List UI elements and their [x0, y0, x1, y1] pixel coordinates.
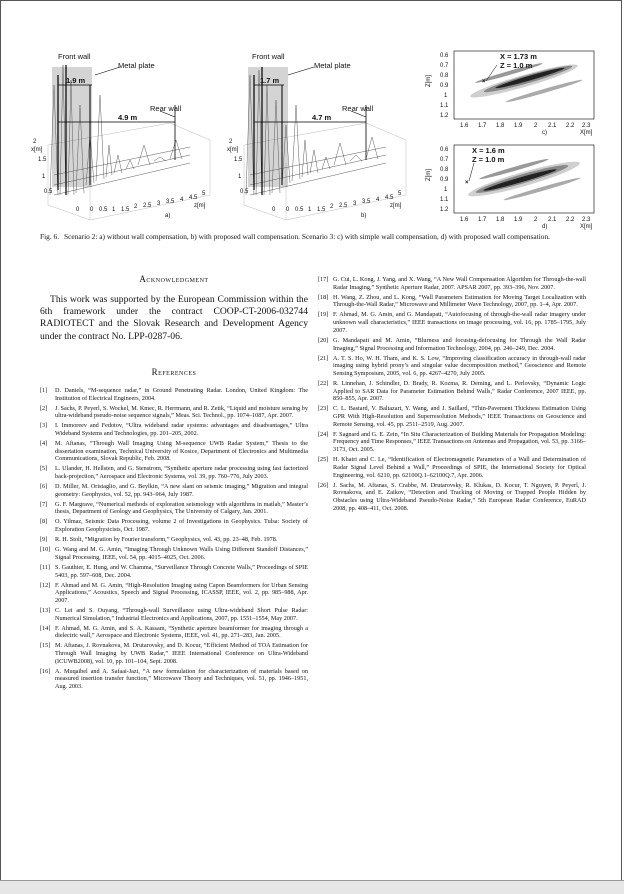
ztick: 4.5	[385, 195, 394, 201]
z-axis-label: z[m]	[390, 203, 402, 209]
ack-heading: Acknowledgment	[139, 274, 209, 284]
reference-number: [17]	[318, 276, 329, 283]
xtick: 0.5	[44, 189, 53, 195]
reference-number: [19]	[318, 311, 329, 319]
ztick: 1	[308, 207, 312, 213]
reference-item	[318, 276, 586, 291]
ztick: 0.5	[99, 207, 108, 213]
ytick: 0.7	[440, 63, 449, 69]
reference-item	[40, 483, 308, 498]
xtick: 1.9	[514, 217, 523, 223]
panel-c-sub: c)	[542, 130, 547, 136]
xtick: 1.6	[460, 123, 469, 129]
xtick: 1	[42, 174, 46, 180]
panel-c-yticks	[440, 53, 449, 119]
reference-item	[40, 518, 308, 533]
reference-number: [22]	[318, 379, 329, 387]
reference-text: A. Muqaibel and A. Safaai-Jazi, “A new formulation for characterization of materials based on measured insertion transfer function,” Microwave Theory and Techniques, vol. 51, pp. 1946–1951, Aug. 2003.	[55, 667, 308, 691]
xtick: 1.9	[514, 123, 523, 129]
reference-text: D. Miller, M. Oristaglio, and G. Beylkin, “A new slant on seismic imaging,” Migration and integral geometry: Geophysics, vol. 52, pp. 943–964, July 1987.	[55, 483, 308, 498]
ztick: 3.5	[362, 199, 371, 205]
reference-text: J. Sachs, P. Peyerl, S. Wockel, M. Kmec, R. Herrmann, and R. Zetik, “Liquid and moisture sensing by ultra-wideband pseudo-noise sequence signals,” Meas. Sci. Technol., pp. 1074–1087, Apr. 2007.	[55, 404, 308, 420]
caption-label: Fig. 6.	[40, 232, 60, 241]
rear-wall-label: Rear wall	[150, 104, 182, 113]
ytick: 1.2	[440, 207, 449, 213]
ytick: 0.9	[440, 83, 449, 89]
ytick: 0.9	[440, 177, 449, 183]
xtick: 1.5	[234, 157, 243, 163]
ztick: 1.5	[317, 207, 326, 213]
reference-item	[40, 564, 308, 579]
panel-b	[226, 45, 416, 223]
reference-item	[318, 431, 586, 454]
reference-text: F. Sagnard and G. E. Zein, “In Situ Characterization of Building Materials for Propagation Modeling: Frequency and Time Responses,” IEEE Transactions on Antennas and Propagation, vol. 53, pp. 3166–3173, Oct. 2005.	[333, 430, 586, 454]
xtick: 2	[534, 123, 538, 129]
xtick: 0.5	[240, 189, 249, 195]
ztick: 2	[134, 204, 138, 210]
reference-text: R. Linnehan, J. Schindler, D. Brady, R. Kozma, R. Deming, and L. Perlovsky, “Dynamic Logic Applied to SAR Data for Parameter Estimation Behind Walls,” Radar Conference, 2007 IEEE, pp. 850–855, Apr. 2007.	[333, 379, 586, 403]
z-value-label: Z = 1.0 m	[500, 61, 533, 70]
reference-text: A. T. S. Ho, W. H. Tham, and K. S. Low, “Improving classification accuracy in through-wall radar imaging using hybrid prony’s and singular value decomposition method,” Geoscience and Remote Sensing Symposium, 2005, vol. 6, pp. 4267–4270, July 2005.	[333, 354, 586, 377]
ztick: 4.5	[189, 195, 198, 201]
ztick: 5	[202, 191, 206, 197]
reference-text: M. Aftanas, “Through Wall Imaging Using M-sequence UWB Radar System,” Thesis to the dissertation examination, Technical University of Kosice, Department of Electronics and Multimedia Communications, Slovak Republic, Feb. 2008.	[55, 439, 308, 463]
xtick: 2	[33, 139, 37, 145]
xtick: 0	[76, 207, 80, 213]
metal-plate-label: Metal plate	[118, 61, 155, 70]
panel-d-sub: d)	[542, 224, 548, 230]
reference-item	[40, 582, 308, 605]
xtick: 2.3	[582, 123, 591, 129]
reference-number: [26]	[318, 481, 329, 489]
reference-number: [3]	[40, 422, 48, 430]
reference-text: G. Mandapati and M. Amin, “Blurness and focusing-defocusing for Through the Wall Radar Imaging,” Signal Processing and Information Technology, 2004, pp. 246–249, Dec. 2004.	[333, 336, 586, 352]
reference-text: G. F. Margrave, “Numerical methods of exploration seismology with algorithms in matlab,” Master’s thesis, Department of Geology and Geophysics, The University of Calgary, Jan. 2001.	[55, 500, 308, 516]
ytick: 1.2	[440, 113, 449, 119]
reference-number: [21]	[318, 354, 329, 362]
reference-number: [12]	[40, 581, 51, 589]
front-dim-label: 1.7 m	[260, 76, 280, 85]
target-marker: ×	[482, 79, 486, 85]
xtick: 1.7	[478, 123, 487, 129]
reference-text: L. Ulander, H. Hellsten, and G. Stenstrom, “Synthetic aperture radar processing using fast factorized back-projection,” Aerospace and Electronic Systems, vol. 39, pp. 760–776, July 2003.	[55, 465, 308, 481]
reference-number: [9]	[40, 536, 48, 544]
xtick: 0	[272, 207, 276, 213]
xtick: 2.1	[548, 123, 557, 129]
reference-number: [24]	[318, 430, 329, 438]
references-list-right	[318, 276, 586, 512]
xtick: 2.3	[582, 217, 591, 223]
ztick: 4	[180, 197, 184, 203]
reference-item	[318, 456, 586, 479]
panel-b-sub: b)	[361, 213, 367, 219]
reference-item	[40, 642, 308, 665]
reference-item	[40, 607, 308, 622]
ytick: 1	[444, 187, 448, 193]
xtick: 2.2	[566, 217, 575, 223]
reference-number: [14]	[40, 624, 51, 632]
reference-text: S. Gauthier, E. Hung, and W. Chamma, “Surveillance Through Concrete Walls,” Proceedings of SPIE 5403, pp. 597–608, Dec. 2004.	[55, 563, 308, 579]
reference-number: [18]	[318, 293, 329, 301]
reference-item	[40, 440, 308, 463]
reference-number: [6]	[40, 483, 48, 491]
ytick: 0.7	[440, 157, 449, 163]
reference-item	[40, 422, 308, 437]
reference-number: [8]	[40, 518, 48, 526]
reference-number: [2]	[40, 404, 48, 412]
caption-text: Scenario 2: a) without wall compensation, b) with proposed wall compensation. Scenario 3: c) with simple wall compensation, d) with proposed wall compensation.	[63, 232, 551, 241]
front-dim-label: 1.9 m	[66, 76, 86, 85]
reference-item	[40, 465, 308, 480]
front-wall-label: Front wall	[252, 52, 285, 61]
xtick: 2.2	[566, 123, 575, 129]
ztick: 0.5	[295, 207, 304, 213]
reference-text: F. Ahmad, M. G. Amin, and G. Mandapati, “Autofocusing of through-the-wall radar imagery under unknown wall characteristics,” IEEE transactions on image processing, vol. 16, pp. 1785–1795, July 2007.	[333, 311, 586, 334]
panel-a-sub: a)	[165, 213, 171, 219]
xtick: 1.6	[460, 217, 469, 223]
x-axis-label: x[m]	[227, 147, 239, 153]
panel-a	[30, 45, 220, 223]
ztick: 0	[90, 207, 94, 213]
z-value-label: Z = 1.0 m	[472, 155, 505, 164]
reference-text: I. Immoreev and Fedotov, “Ultra wideband radar systems: advantages and disadvantages,” Ultra Wideband Systems and Technologies, pp. 201–205, 2002.	[55, 422, 308, 437]
panel-c-xticks	[460, 123, 591, 129]
xtick: 1.8	[496, 217, 505, 223]
ytick: 0.8	[440, 167, 449, 173]
reference-item	[318, 482, 586, 513]
panel-d-xticks	[460, 217, 591, 223]
reference-text: R. H. Stolt, “Migration by Fourier transform,” Geophysics, vol. 43, pp. 23–48, Feb. 1978.	[55, 536, 278, 544]
panel-d-yticks	[440, 147, 449, 213]
reference-number: [4]	[40, 439, 48, 447]
y-axis-label: Z[m]	[426, 75, 432, 87]
ztick: 3	[157, 201, 161, 207]
z-axis-label: z[m]	[194, 203, 206, 209]
ztick: 0	[286, 207, 290, 213]
references-heading: References	[151, 366, 197, 377]
ztick: 3	[353, 201, 357, 207]
reference-number: [25]	[318, 456, 329, 464]
reference-text: C. L. Bastard, V. Baltazart, Y. Wang, and J. Saillard, “Thin-Pavement Thickness Estimation Using GPR With High-Resolution and Superresolution Methods,” IEEE Transactions on Geoscience and Remote Sensing, vol. 45, pp. 2511–2519, Aug. 2007.	[333, 405, 586, 428]
figure-6	[30, 45, 600, 230]
reference-item	[40, 536, 308, 544]
ztick: 4	[376, 197, 380, 203]
reference-text: G. Cui, L. Kong, J. Yang, and X. Wang, “A New Wall Compensation Algorithm for Through-the-wall Radar Imaging,” Synthetic Aperture Radar, 2007. APSAR 2007, pp. 393–396, Nov. 2007.	[333, 276, 586, 291]
xtick: 1.8	[496, 123, 505, 129]
reference-item	[40, 546, 308, 561]
reference-item	[40, 501, 308, 516]
reference-number: [7]	[40, 500, 48, 508]
reference-item	[40, 625, 308, 640]
xtick: 1	[238, 174, 242, 180]
xtick: 1.7	[478, 217, 487, 223]
panel-d	[424, 141, 600, 231]
reference-text: M. Aftanas, J. Rovnakova, M. Drutarovsky, and D. Kocur, “Efficient Method of TOA Estimation for Through Wall Imaging by UWB Radar,” IEEE International Conference on Ultra-Wideband (ICUWB2008), vol. 10, pp. 101–104, Sept. 2008.	[55, 642, 308, 665]
xtick: 2	[229, 139, 233, 145]
reference-text: H. Khatri and C. Le, “Identification of Electromagnetic Parameters of a Wall and Determination of Radar Signal Level Behind a Wall,” Proceedings of SPIE, the International Society for Optical Engineering, vol. 6210, pp. 62100Q.1–62100Q.7, Apr. 2006.	[333, 456, 586, 479]
references-list-left	[40, 387, 308, 691]
ztick: 1.5	[121, 207, 130, 213]
reference-item	[40, 668, 308, 691]
reference-number: [20]	[318, 336, 329, 344]
ytick: 0.6	[440, 53, 449, 59]
reference-number: [5]	[40, 465, 48, 473]
y-axis-label: Z[m]	[426, 169, 432, 181]
ytick: 1.1	[440, 103, 449, 109]
reference-number: [13]	[40, 606, 51, 614]
xtick: 2	[534, 217, 538, 223]
x-value-label: X = 1.6 m	[472, 146, 505, 155]
metal-plate-label: Metal plate	[314, 61, 351, 70]
reference-number: [10]	[40, 546, 51, 554]
ztick: 2.5	[143, 203, 152, 209]
reference-number: [16]	[40, 667, 51, 675]
ztick: 1	[112, 207, 116, 213]
reference-text: C. Lei and S. Ouyang, “Through-wall Surveillance using Ultra-wideband Short Pulse Radar: Numerical Simulation,” Industrial Electronics and Applications, 2007, pp. 1551–1554, May 2007.	[55, 606, 308, 622]
reference-item	[40, 387, 308, 402]
left-column	[40, 274, 308, 693]
ztick: 5	[398, 191, 402, 197]
reference-item	[40, 405, 308, 420]
reference-number: [11]	[40, 563, 51, 571]
ztick: 2	[330, 204, 334, 210]
reference-text: O. Yilmaz, Seismic Data Processing, volume 2 of Investigations in Geophysics. Tulsa: Society of Exploration Geophysicists, Oct. 1987.	[55, 518, 308, 534]
x-axis-label: x[m]	[31, 147, 43, 153]
reference-item	[318, 405, 586, 428]
xtick: 2.1	[548, 217, 557, 223]
reference-text: G. Wang and M. G. Amin, “Imaging Through Unknown Walls Using Different Standoff Distances,” Signal Processing, IEEE, vol. 54, pp. 4015–4025, Oct. 2006.	[55, 546, 308, 561]
reference-item	[318, 380, 586, 403]
rear-dim-label: 4.7 m	[312, 113, 332, 122]
right-column	[318, 276, 586, 515]
reference-number: [1]	[40, 386, 48, 394]
x-axis-label: X[m]	[580, 130, 593, 136]
figure-caption	[40, 232, 585, 242]
front-wall-label: Front wall	[58, 52, 91, 61]
reference-item	[318, 355, 586, 378]
rear-wall-label: Rear wall	[342, 104, 374, 113]
panel-c	[424, 47, 600, 137]
bottom-band	[0, 880, 624, 894]
reference-item	[318, 311, 586, 334]
ack-text: This work was supported by the European Commission within the 6th framework under the contract COOP-CT-2006-032744 RADIOTECT and the Slovak Research and Development Agency under the contract No. LPP-0287-06.	[40, 294, 308, 342]
reference-item	[318, 294, 586, 309]
ytick: 1.1	[440, 197, 449, 203]
reference-text: D. Daniels, “M-sequence radar,” in Ground Penetrating Radar. London, United Kingdom: The Institution of Electrical Engineers, 2004.	[55, 386, 308, 402]
target-marker: ×	[465, 180, 469, 186]
reference-item	[318, 337, 586, 352]
reference-text: F. Ahmad and M. G. Amin, “High-Resolution Imaging using Capon Beamformers for Urban Sensing Applications,” Acoustics, Speech and Signal Processing, ICASSP, IEEE, vol. 2, pp. 985–988, Apr. 2007.	[55, 581, 308, 604]
reference-number: [23]	[318, 405, 329, 413]
reference-number: [15]	[40, 642, 51, 650]
ytick: 0.8	[440, 73, 449, 79]
reference-text: J. Sachs, M. Aftanas, S. Crabbe, M. Drutarovsky, R. Klukas, D. Kocur, T. Nguyen, P. Peyerl, J. Rovnakova, and E. Zaikov, “Detection and Tracking of Moving or Trapped People Hidden by Obstacles using Ultra-Wideband Pseudo-Noise Radar,” 5th European Radar Conference, EuRAD 2008, pp. 408–411, Oct. 2008.	[333, 481, 586, 512]
ytick: 0.6	[440, 147, 449, 153]
reference-text: F. Ahmad, M. G. Amin, and S. A. Kassam, “Synthetic aperture beamformer for imaging through a dielectric wall,” Aerospace and Electronic Systems, IEEE, vol. 41, pp. 271–283, Jan. 2005.	[55, 624, 308, 640]
rear-dim-label: 4.9 m	[118, 113, 138, 122]
xtick: 1.5	[38, 157, 47, 163]
ztick: 2.5	[339, 203, 348, 209]
x-axis-label: X[m]	[580, 224, 593, 230]
ztick: 3.5	[166, 199, 175, 205]
reference-text: H. Wang, Z. Zhou, and L. Kong, “Wall Parameters Estimation for Moving Target Localization with Through-the-Wall Radar,” Microwave and Millimeter Wave Technology, 2007, pp. 1–4, Apr. 2007.	[333, 293, 586, 309]
x-value-label: X = 1.73 m	[500, 52, 537, 61]
ytick: 1	[444, 93, 448, 99]
